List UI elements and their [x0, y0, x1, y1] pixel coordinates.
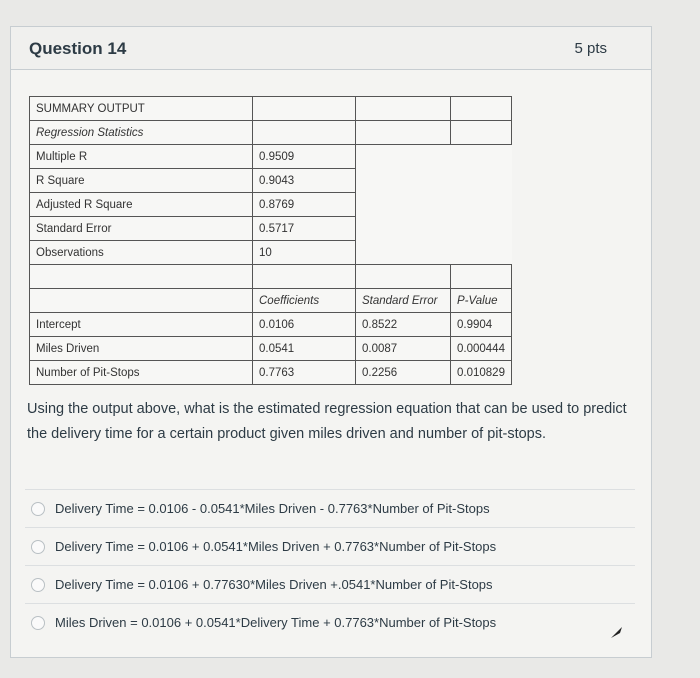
stat-value: 0.9043 — [253, 169, 356, 193]
question-header — [11, 27, 651, 70]
table-row — [30, 193, 512, 217]
answer-text: Delivery Time = 0.0106 + 0.0541*Miles Driven + 0.7763*Number of Pit-Stops — [55, 539, 497, 554]
table-cell — [30, 265, 253, 289]
table-cell — [356, 241, 451, 265]
table-cell — [356, 145, 451, 169]
question-card — [10, 26, 652, 658]
table-cell — [253, 97, 356, 121]
radio-button[interactable] — [31, 540, 45, 554]
table-cell — [451, 217, 512, 241]
mouse-cursor-icon — [610, 626, 624, 640]
pvalue-header: P-Value — [451, 289, 512, 313]
table-cell — [451, 193, 512, 217]
coef-value: 0.7763 — [253, 361, 356, 385]
question-points: 5 pts — [574, 40, 607, 57]
coef-value: 0.0541 — [253, 337, 356, 361]
table-cell — [356, 97, 451, 121]
table-cell — [451, 121, 512, 145]
stat-value: 0.8769 — [253, 193, 356, 217]
stat-label: Standard Error — [30, 217, 253, 241]
se-value: 0.0087 — [356, 337, 451, 361]
table-row — [30, 241, 512, 265]
table-cell — [451, 265, 512, 289]
answer-list — [25, 489, 635, 641]
table-cell — [253, 121, 356, 145]
stat-value: 0.9509 — [253, 145, 356, 169]
pvalue-value: 0.000444 — [451, 337, 512, 361]
table-cell — [451, 241, 512, 265]
stat-value: 10 — [253, 241, 356, 265]
table-cell — [451, 169, 512, 193]
table-row — [30, 145, 512, 169]
table-cell — [356, 169, 451, 193]
question-title: Question 14 — [29, 39, 127, 58]
table-cell — [356, 217, 451, 241]
radio-button[interactable] — [31, 616, 45, 630]
coef-row-label: Number of Pit-Stops — [30, 361, 253, 385]
answer-option-2[interactable] — [25, 527, 635, 565]
coef-row-label: Miles Driven — [30, 337, 253, 361]
stat-label: Observations — [30, 241, 253, 265]
table-cell — [356, 265, 451, 289]
pvalue-value: 0.9904 — [451, 313, 512, 337]
se-value: 0.2256 — [356, 361, 451, 385]
answer-text: Delivery Time = 0.0106 - 0.0541*Miles Driven - 0.7763*Number of Pit-Stops — [55, 501, 490, 516]
answer-option-4[interactable] — [25, 603, 635, 641]
table-row — [30, 169, 512, 193]
table-row — [30, 361, 512, 385]
table-cell — [356, 121, 451, 145]
regression-statistics-label: Regression Statistics — [30, 121, 253, 145]
coef-row-label: Intercept — [30, 313, 253, 337]
summary-header: SUMMARY OUTPUT — [30, 97, 253, 121]
coef-header: Coefficients — [253, 289, 356, 313]
table-cell — [30, 289, 253, 313]
answer-text: Miles Driven = 0.0106 + 0.0541*Delivery Time + 0.7763*Number of Pit-Stops — [55, 615, 497, 630]
stat-label: Multiple R — [30, 145, 253, 169]
question-prompt: Using the output above, what is the estimated regression equation that can be used to predict the delivery time for a certain product given miles driven and number of pit-stops. — [27, 401, 627, 442]
table-row — [30, 217, 512, 241]
radio-button[interactable] — [31, 578, 45, 592]
radio-button[interactable] — [31, 502, 45, 516]
answer-option-3[interactable] — [25, 565, 635, 603]
stat-label: R Square — [30, 169, 253, 193]
table-cell — [451, 97, 512, 121]
table-cell — [253, 265, 356, 289]
pvalue-value: 0.010829 — [451, 361, 512, 385]
table-cell — [451, 145, 512, 169]
table-row — [30, 313, 512, 337]
se-header: Standard Error — [356, 289, 451, 313]
table-row — [30, 337, 512, 361]
answer-option-1[interactable] — [25, 489, 635, 527]
coef-value: 0.0106 — [253, 313, 356, 337]
table-cell — [356, 193, 451, 217]
stat-value: 0.5717 — [253, 217, 356, 241]
stat-label: Adjusted R Square — [30, 193, 253, 217]
regression-summary-table — [29, 96, 512, 385]
answer-text: Delivery Time = 0.0106 + 0.77630*Miles Driven +.0541*Number of Pit-Stops — [55, 577, 493, 592]
se-value: 0.8522 — [356, 313, 451, 337]
